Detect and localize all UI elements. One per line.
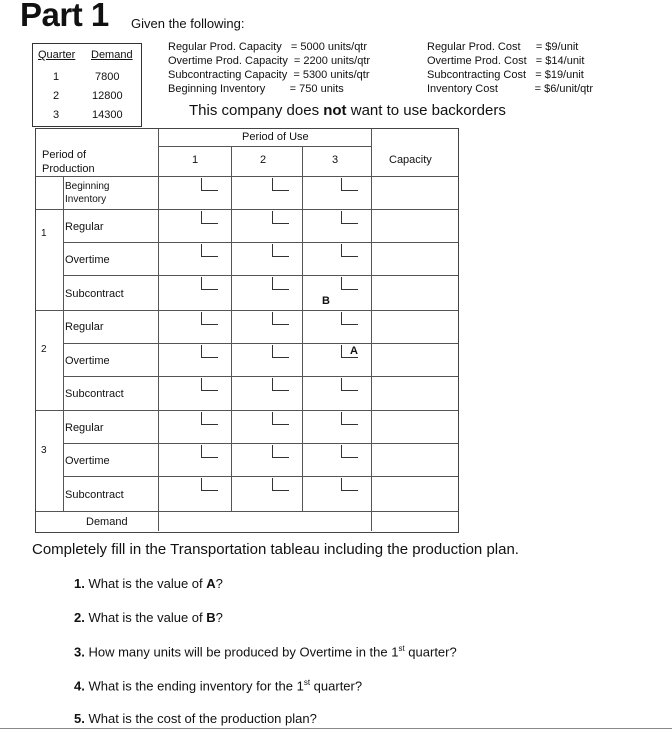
- demand-header-quarter: Quarter: [38, 49, 76, 61]
- period-of-use-label: Period of Use: [242, 131, 309, 143]
- backorder-note: This company does not want to use backorders: [189, 102, 506, 119]
- mark-a: A: [350, 345, 358, 357]
- demand-value: 14300: [92, 109, 123, 121]
- period-of-production-label: Production: [42, 163, 95, 175]
- bottom-divider: [0, 728, 672, 729]
- demand-row-label: Demand: [86, 516, 128, 528]
- period-label: 3: [41, 445, 47, 456]
- row-label-subcontract: Subcontract: [65, 288, 124, 300]
- cost-item: Overtime Prod. Cost = $14/unit: [427, 55, 585, 67]
- question: 4. What is the ending inventory for the 1st quarter?: [74, 678, 363, 694]
- demand-value: 7800: [95, 71, 120, 83]
- question: 5. What is the cost of the production plan?: [74, 711, 317, 726]
- cost-item: Inventory Cost = $6/unit/qtr: [427, 83, 593, 95]
- instructions: Completely fill in the Transportation tableau including the production plan.: [32, 541, 519, 558]
- cost-item: Subcontracting Cost = $19/unit: [427, 69, 584, 81]
- beginning-inventory-label: Inventory: [65, 194, 107, 205]
- demand-header-demand: Demand: [91, 49, 133, 61]
- row-label-overtime: Overtime: [65, 455, 110, 467]
- demand-value: 12800: [92, 90, 123, 102]
- demand-quarter: 1: [53, 71, 60, 83]
- question: 3. How many units will be produced by Overtime in the 1st quarter?: [74, 644, 457, 660]
- period-of-production-label: Period of: [42, 149, 87, 161]
- column-header-3: 3: [332, 154, 339, 166]
- demand-quarter: 3: [53, 109, 60, 121]
- row-label-overtime: Overtime: [65, 355, 110, 367]
- beginning-inventory-label: Beginning: [65, 181, 110, 192]
- demand-quarter: 2: [53, 90, 60, 102]
- capacity-item: Overtime Prod. Capacity = 2200 units/qtr: [168, 55, 371, 67]
- row-label-overtime: Overtime: [65, 254, 110, 266]
- page-title: Part 1: [20, 0, 109, 33]
- row-label-regular: Regular: [65, 321, 104, 333]
- period-label: 2: [41, 344, 47, 355]
- given-label: Given the following:: [131, 16, 245, 31]
- row-label-regular: Regular: [65, 422, 104, 434]
- transportation-tableau: [35, 128, 459, 533]
- row-label-subcontract: Subcontract: [65, 388, 124, 400]
- period-label: 1: [41, 228, 47, 239]
- capacity-list: [168, 40, 370, 96]
- capacity-item: Subcontracting Capacity = 5300 units/qtr: [168, 69, 370, 81]
- demand-table: [32, 43, 142, 127]
- row-label-subcontract: Subcontract: [65, 489, 124, 501]
- column-header-1: 1: [192, 154, 199, 166]
- mark-b: B: [322, 295, 330, 307]
- cost-list: [427, 40, 593, 96]
- row-label-regular: Regular: [65, 221, 104, 233]
- capacity-item: Regular Prod. Capacity = 5000 units/qtr: [168, 41, 368, 53]
- column-header-2: 2: [260, 154, 267, 166]
- cost-item: Regular Prod. Cost = $9/unit: [427, 41, 579, 53]
- question: 2. What is the value of B?: [74, 610, 223, 625]
- capacity-item: Beginning Inventory = 750 units: [168, 83, 344, 95]
- capacity-header: Capacity: [389, 154, 432, 166]
- question: 1. What is the value of A?: [74, 576, 223, 591]
